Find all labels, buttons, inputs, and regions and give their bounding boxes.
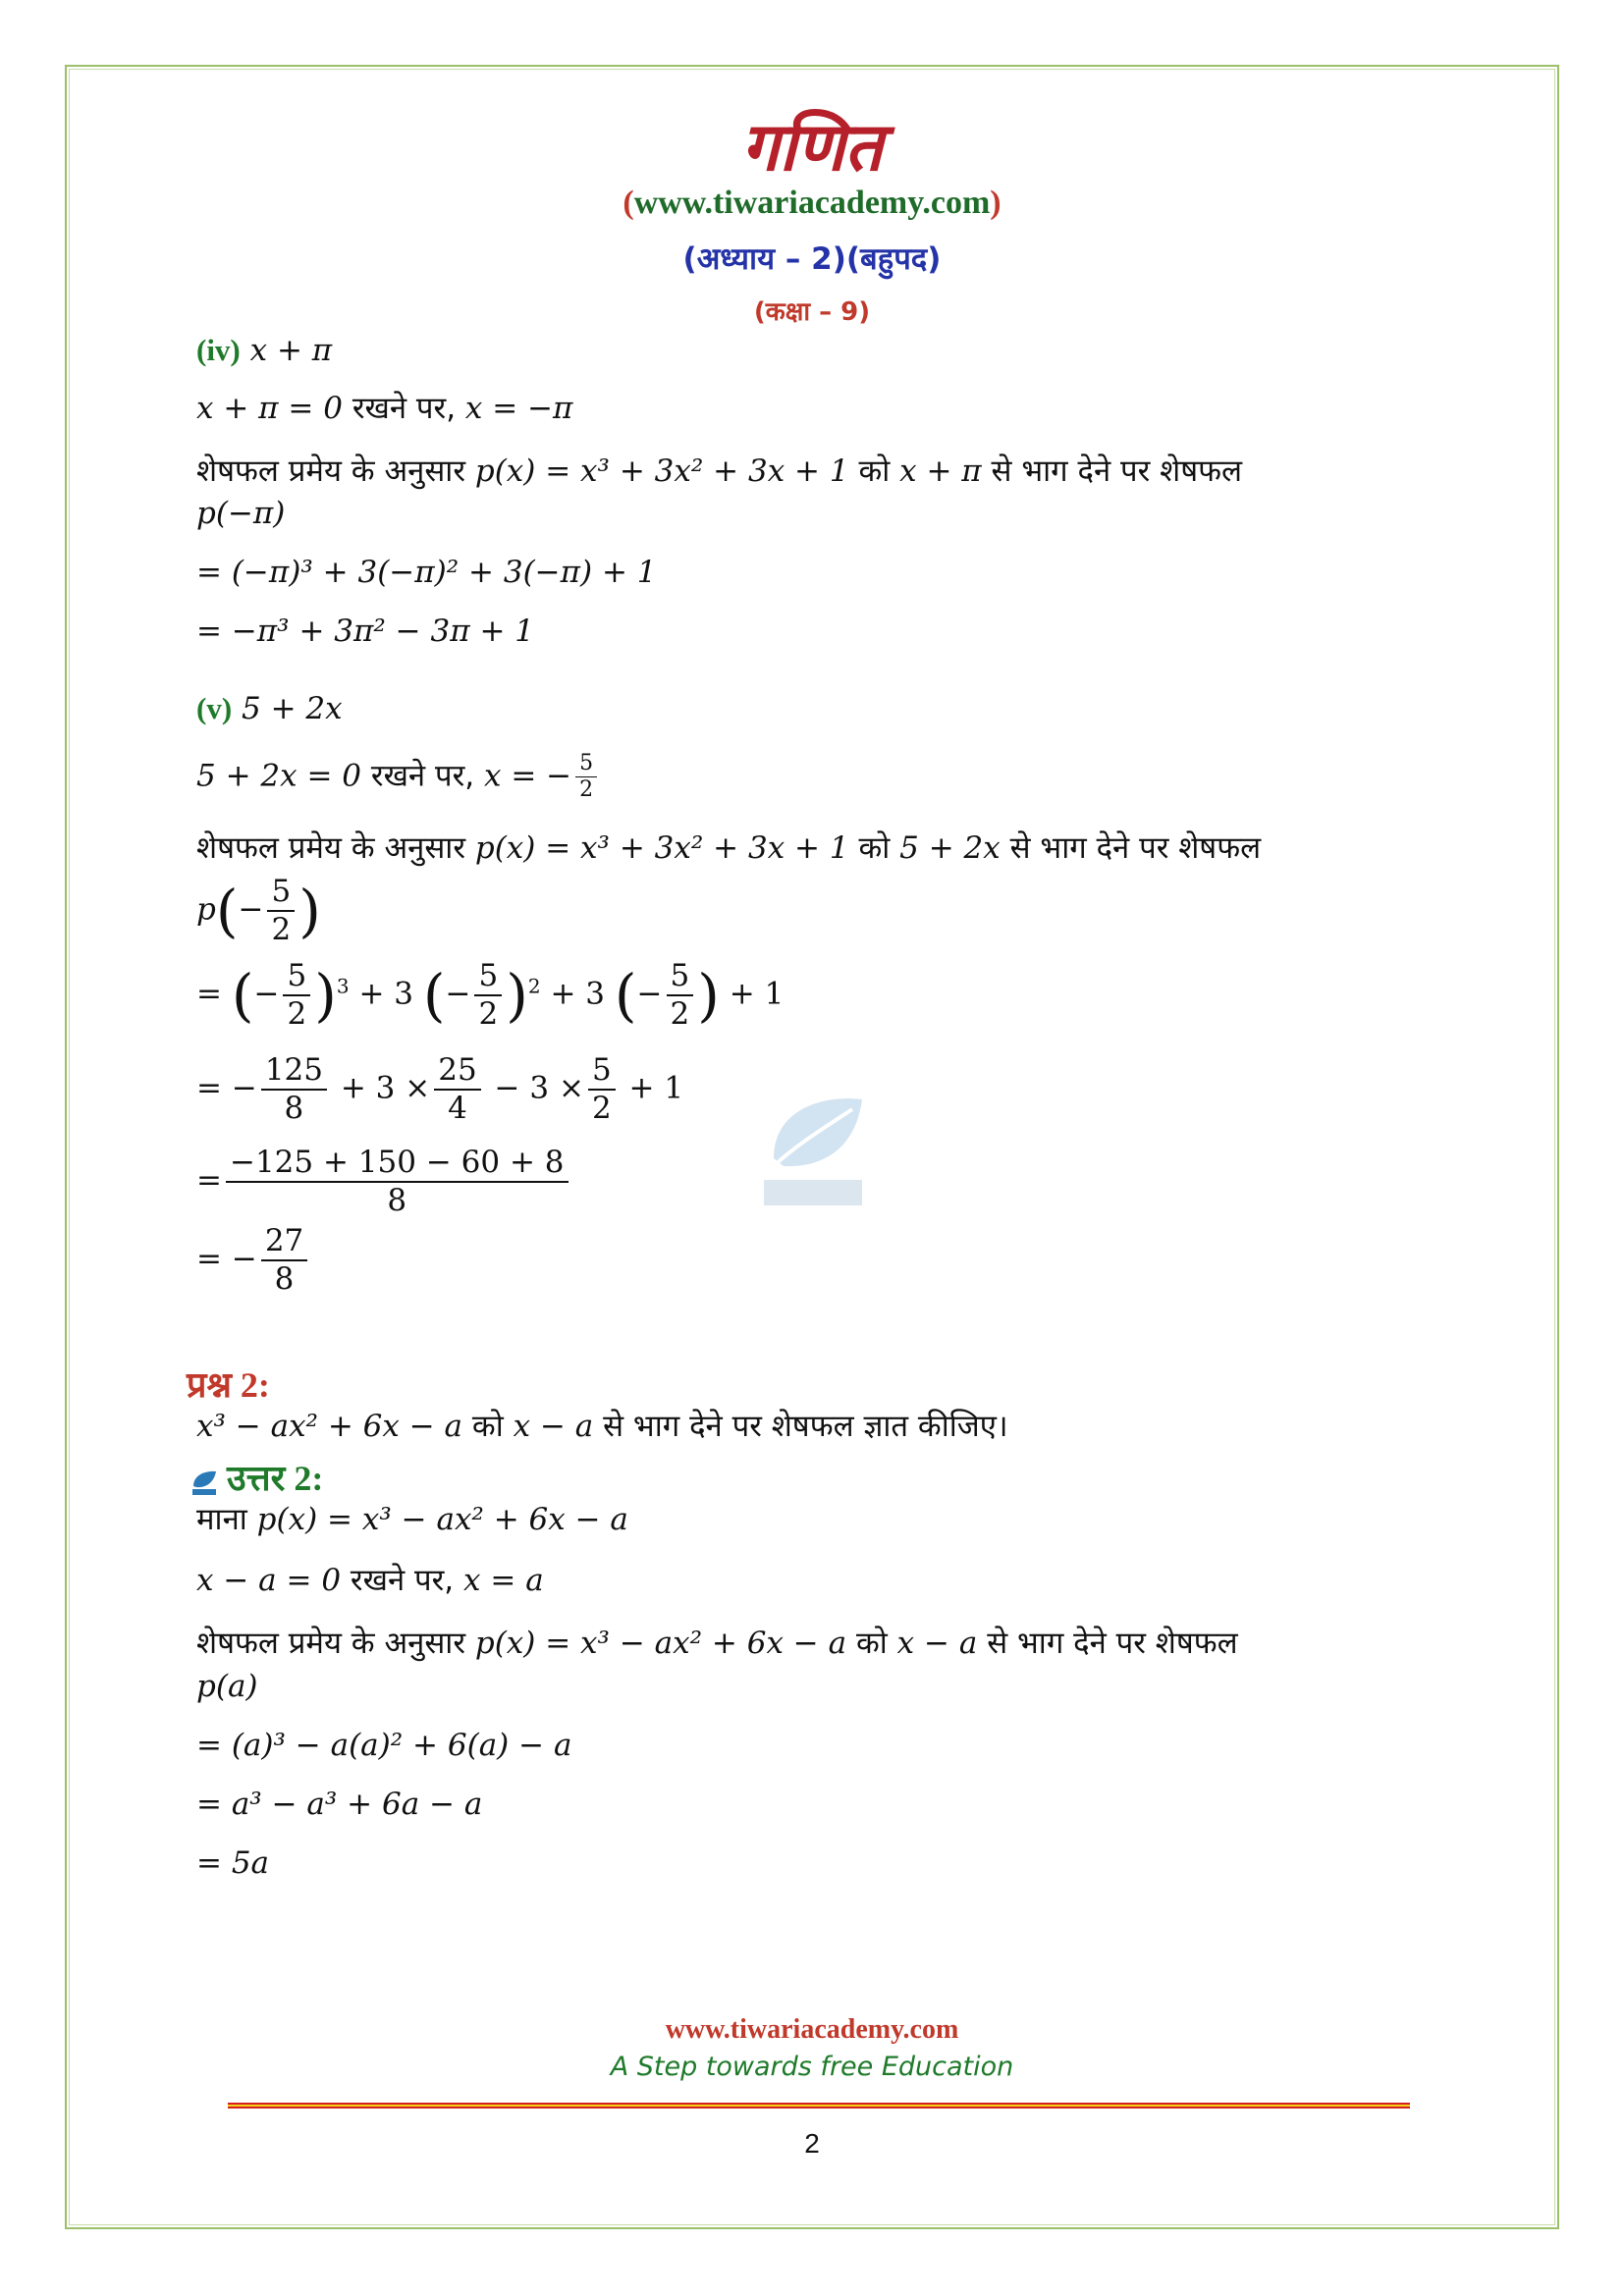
fraction: $\frac{25}{4}$: [434, 1052, 480, 1127]
answer-2-step1: x − a = 0 रखने पर, x = a: [196, 1563, 544, 1598]
fraction: $\frac{5}{2}$: [267, 874, 295, 948]
chapter-heading: (अध्याय – 2)(बहुपद): [682, 241, 942, 277]
part-v-line4: = − $\frac{27}{8}$: [196, 1223, 311, 1298]
question-2-title: प्रश्न 2:: [187, 1365, 270, 1405]
part-v-theorem: शेषफल प्रमेय के अनुसार p(x) = x³ + 3x² + 3x + 1 को 5 + 2x से भाग देने पर शेषफल: [196, 830, 1262, 866]
part-v-line1: = (− $\frac{5}{2}$ )$^3$ + 3 (− $\frac{5}{2}$ )$^2$ + 3 (− $\frac{5}{2}$ ) + 1: [196, 958, 785, 1033]
answer-2-theorem: शेषफल प्रमेय के अनुसार p(x) = x³ − ax² + 6x − a को x − a से भाग देने पर शेषफल: [196, 1626, 1238, 1661]
footer-tagline: A Step towards free Education: [610, 2052, 1014, 2082]
footer-divider: [228, 2103, 1410, 2109]
answer-2-remainder: p(a): [196, 1669, 258, 1704]
fraction: $\frac{27}{8}$: [261, 1223, 307, 1298]
answer-2-line2: = a³ − a³ + 6a − a: [196, 1787, 483, 1822]
fraction: $\frac{5}{2}$: [283, 958, 310, 1033]
page-number: 2: [804, 2128, 820, 2159]
part-iv-theorem: शेषफल प्रमेय के अनुसार p(x) = x³ + 3x² + 3x + 1 को x + π से भाग देने पर शेषफल: [196, 454, 1243, 489]
answer-2-title: उत्तर 2:: [190, 1453, 323, 1501]
fraction: $\frac{5}{2}$: [575, 751, 597, 804]
part-iv-heading: (iv) x + π: [196, 333, 333, 368]
part-iv-line1: = (−π)³ + 3(−π)² + 3(−π) + 1: [196, 555, 657, 590]
part-v-line2: = − $\frac{125}{8}$ + 3 × $\frac{25}{4}$ − 3 × $\frac{5}{2}$ + 1: [196, 1052, 684, 1127]
answer-2-let: माना p(x) = x³ − ax² + 6x − a: [196, 1502, 628, 1537]
part-iv-step1: x + π = 0 रखने पर, x = −π: [196, 391, 573, 426]
part-v-step1: 5 + 2x = 0 रखने पर, x = − $\frac{5}{2}$: [196, 751, 601, 804]
header-website: (www.tiwariacademy.com): [623, 185, 1001, 221]
tiwari-leaf-icon: [190, 1468, 218, 1496]
part-v-heading: (v) 5 + 2x: [196, 691, 343, 726]
answer-2-line1: = (a)³ − a(a)² + 6(a) − a: [196, 1728, 572, 1763]
part-iv-remainder: p(−π): [196, 496, 286, 531]
answer-2-line3: = 5a: [196, 1845, 270, 1881]
part-v-remainder: p(− $\frac{5}{2}$ ): [196, 874, 321, 948]
fraction: $\frac{5}{2}$: [667, 958, 694, 1033]
tiwari-leaf-watermark-icon: [754, 1090, 872, 1217]
class-label: (कक्षा – 9): [753, 297, 871, 327]
fraction: $\frac{125}{8}$: [261, 1052, 327, 1127]
fraction: $\frac{5}{2}$: [588, 1052, 616, 1127]
page-title: गणित: [741, 109, 883, 187]
fraction: $\frac{-125 + 150 - 60 + 8}{8}$: [226, 1145, 568, 1219]
question-2-text: x³ − ax² + 6x − a को x − a से भाग देने पर शेषफल ज्ञात कीजिए।: [196, 1409, 1008, 1444]
footer-website: www.tiwariacademy.com: [665, 2014, 959, 2045]
part-v-line3: = $\frac{-125 + 150 - 60 + 8}{8}$: [196, 1145, 572, 1219]
fraction: $\frac{5}{2}$: [474, 958, 502, 1033]
part-iv-line2: = −π³ + 3π² − 3π + 1: [196, 614, 534, 649]
